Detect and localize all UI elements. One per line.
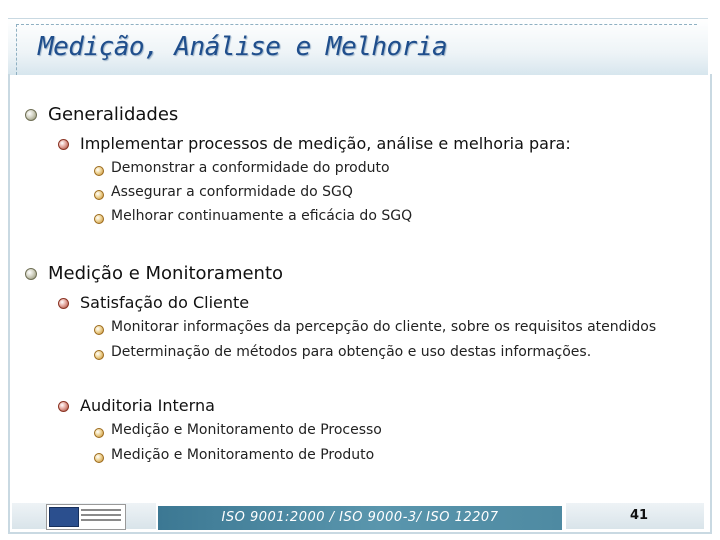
bullet-icon [94,453,104,463]
sub-list-item: Monitorar informações da percepção do cliente, sobre os requisitos atendidos [111,319,657,335]
bullet-icon [94,325,104,335]
section-heading: Medição e Monitoramento [48,263,284,284]
list-item: Satisfação do Cliente [80,293,250,312]
bullet-icon [94,190,104,200]
bullet-icon [94,428,104,438]
list-item: Auditoria Interna [80,396,215,415]
sub-list-item: Assegurar a conformidade do SGQ [111,184,353,200]
bullet-icon [94,350,104,360]
slide-title: Medição, Análise e Melhoria [38,32,448,62]
bullet-icon [94,214,104,224]
iso-logo-icon [46,504,126,530]
page-number: 41 [630,508,649,523]
bullet-icon [58,401,69,412]
bullet-icon [25,268,37,280]
sub-list-item: Demonstrar a conformidade do produto [111,160,390,176]
list-item: Implementar processos de medição, análise e melhoria para: [80,134,571,153]
footer-text: ISO 9001:2000 / ISO 9000-3/ ISO 12207 [221,510,499,525]
bullet-icon [94,166,104,176]
section-heading: Generalidades [48,104,179,125]
sub-list-item: Melhorar continuamente a eficácia do SGQ [111,208,413,224]
sub-list-item: Determinação de métodos para obtenção e uso destas informações. [111,344,592,360]
sub-list-item: Medição e Monitoramento de Produto [111,447,375,463]
sub-list-item: Medição e Monitoramento de Processo [111,422,382,438]
logo-text-lines [81,509,121,524]
bullet-icon [58,139,69,150]
bullet-icon [25,109,37,121]
iso-mark [49,507,79,527]
bullet-icon [58,298,69,309]
